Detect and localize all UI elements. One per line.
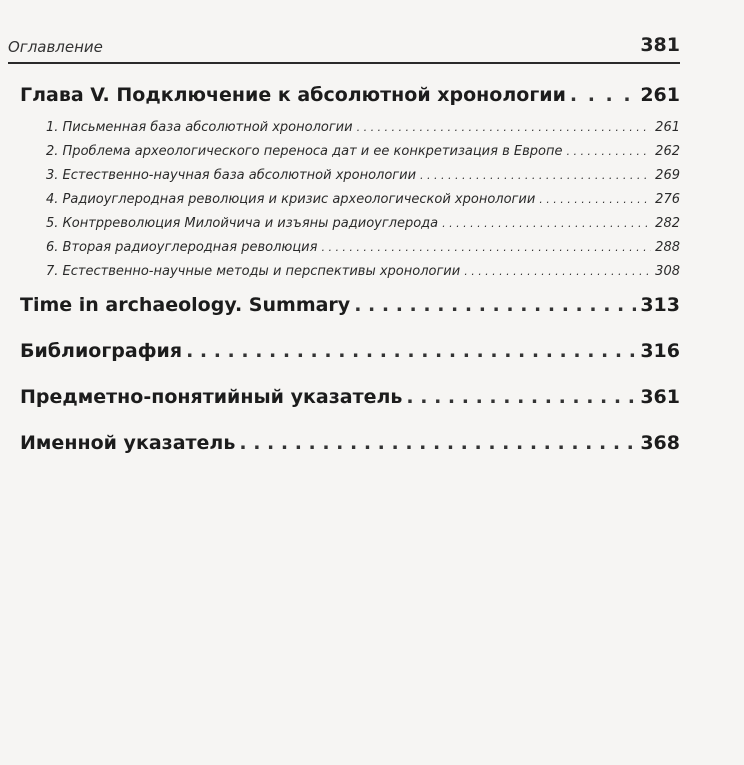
toc-section-title: 6. Вторая радиоуглеродная революция [46, 240, 318, 255]
toc-entry-page: 361 [640, 386, 680, 408]
toc-section-entry[interactable] [46, 216, 680, 231]
toc-section-page: 308 [655, 264, 680, 279]
leader-dots [406, 386, 636, 408]
toc-section-entry[interactable] [46, 264, 680, 279]
toc-section-entry[interactable] [46, 240, 680, 255]
leader-dots [186, 340, 636, 362]
toc-entry-page: 368 [640, 432, 680, 454]
toc-entry-title: Предметно-понятийный указатель [20, 386, 403, 408]
leader-dots [239, 432, 636, 454]
toc-section-title: 1. Письменная база абсолютной хронологии [46, 120, 353, 135]
toc-section-title: 5. Контрреволюция Милойчича и изъяны радиоуглерода [46, 216, 439, 231]
leader-dots [321, 241, 651, 254]
toc-entry-title: Библиография [20, 340, 183, 362]
toc-subject-index-entry[interactable] [20, 386, 680, 408]
toc-section-title: 2. Проблема археологического переноса дат и ее конкретизация в Европе [46, 144, 563, 159]
toc-entry-page: 313 [640, 294, 680, 316]
toc-section-title: 3. Естественно-научная база абсолютной хронологии [46, 168, 417, 183]
toc-section-entry[interactable] [46, 120, 680, 135]
toc-section-page: 288 [655, 240, 680, 255]
toc-section-title: 7. Естественно-научные методы и перспективы хронологии [46, 264, 461, 279]
toc-summary-entry[interactable] [20, 294, 680, 316]
leader-dots [354, 294, 636, 316]
running-header-title: Оглавление [8, 38, 103, 56]
toc-section-page: 276 [655, 192, 680, 207]
toc-section-entry[interactable] [46, 168, 680, 183]
toc-section-page: 261 [655, 120, 680, 135]
toc-section-entry[interactable] [46, 144, 680, 159]
toc-name-index-entry[interactable] [20, 432, 680, 454]
running-header [8, 34, 680, 64]
toc-entry-title: Именной указатель [20, 432, 236, 454]
leader-dots [357, 121, 652, 134]
leader-dots [464, 265, 651, 278]
leader-dots [539, 193, 651, 206]
toc-bibliography-entry[interactable] [20, 340, 680, 362]
leader-dots [420, 169, 651, 182]
toc-section-page: 282 [655, 216, 680, 231]
toc-chapter-title: Глава V. Подключение к абсолютной хронологии [20, 84, 566, 106]
leader-dots [566, 145, 651, 158]
toc-section-entry[interactable] [46, 192, 680, 207]
toc-chapter-page: 261 [640, 84, 680, 106]
toc-section-title: 4. Радиоуглеродная революция и кризис археологической хронологии [46, 192, 536, 207]
toc-section-page: 269 [655, 168, 680, 183]
leader-dots [442, 217, 651, 230]
running-header-page-number: 381 [640, 34, 680, 56]
toc-entry-page: 316 [640, 340, 680, 362]
leader-dots [570, 84, 636, 106]
toc-entry-title: Time in archaeology. Summary [20, 294, 351, 316]
toc-chapter-entry[interactable] [20, 84, 680, 106]
toc-section-page: 262 [655, 144, 680, 159]
